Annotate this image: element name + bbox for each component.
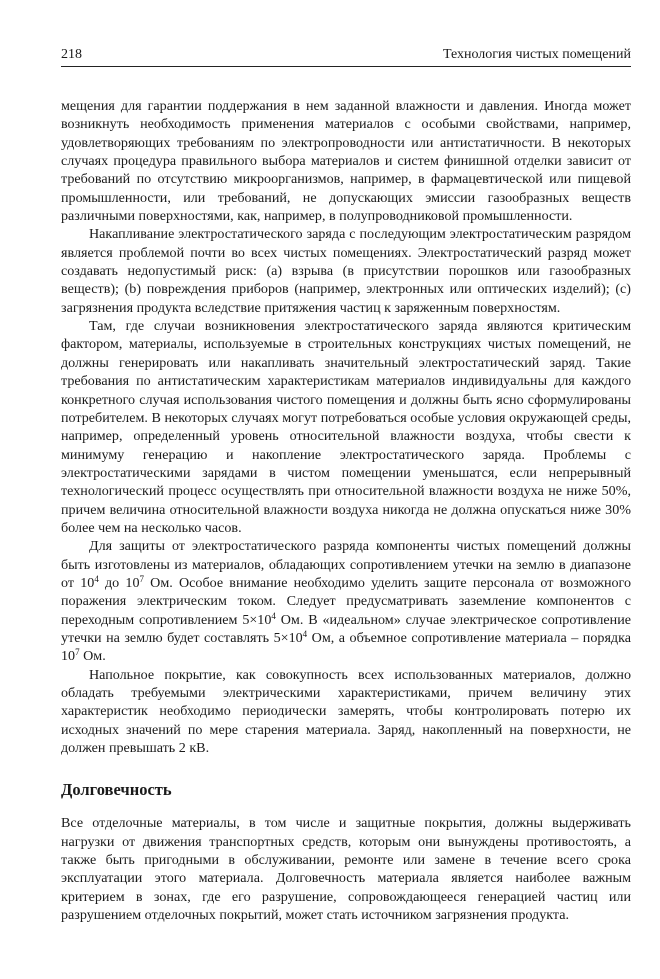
exponent: 4 (302, 628, 308, 639)
book-page (61, 46, 631, 924)
text-fragment: Для защиты от электростатического разряда компоненты чистых помещений должны быть изготовлены из материалов, обладающих сопротивлением утечки на землю в диапазоне от 10 (61, 538, 631, 591)
exponent: 4 (271, 610, 276, 621)
exponent: 4 (94, 573, 99, 584)
text-fragment: Ом. Особое внимание необходимо уделить защите персонала от возможного поражения электрическим током. Следует предусматривать заземление компонентов с переходным сопротивлением 5×10 (61, 574, 632, 628)
exponent: 7 (139, 573, 144, 584)
exponent: 7 (75, 647, 80, 658)
page-number: 218 (61, 47, 82, 62)
text-fragment: до 10 (98, 574, 140, 591)
paragraph-antistatic-requirements: Там, где случаи возникновения электростатического заряда являются критическим фактором, материалы, используемые в строительных конструкциях чистых помещений, не должны генерировать или накапливать значительный электростатический заряд. Такие требования по антистатическим характеристикам материалов индивидуальны для каждого конкретного случая использования чистого помещения и должны быть ясно сформулированы потребителем. В некоторых случаях могут потребоваться особые условия окружающей среды, например, определенный уровень относительной влажности воздуха, чтобы свести к минимуму генерацию и накопление электростатического заряда. Проблемы с электростатическими зарядами в чистом помещении уменьшатся, если непрерывный технологический процесс осуществлять при относительной влажности воздуха не ниже 50%, причем величина относительной влажности воздуха никогда не должна опускаться ниже 30% более чем на несколько часов. (61, 318, 631, 536)
paragraph-electrostatic-charge: Накапливание электростатического заряда с последующим электростатическим разрядом является проблемой почти во всех чистых помещениях. Электростатический разряд может создавать недопустимый риск: (a) взрыва (в присутствии порошков или газообразных веществ); (b) повреждения приборов (например, электронных или оптических изделий); (c) загрязнения продукта вследствие притяжения частиц к заряженным поверхностям. (61, 226, 631, 316)
text-fragment: Ом. В «идеальном» случае электрическое сопротивление утечки на землю будет составлять 5×10 (61, 611, 631, 646)
text-fragment: Ом. (79, 648, 106, 665)
paragraph-leakage-resistance (61, 537, 631, 665)
paragraph-floor-covering: Напольное покрытие, как совокупность всех использованных материалов, должно обладать требуемыми электрическими характеристиками, причем величину этих характеристик необходимо периодически замерять, чтобы контролировать потерю их исходных значений по мере старения материала. Заряд, накопленный на поверхности, не должен превышать 2 кВ. (61, 666, 631, 757)
running-title: Технология чистых помещений (442, 47, 631, 62)
section-heading: Долговечность (61, 780, 172, 800)
paragraph-durability: Все отделочные материалы, в том числе и защитные покрытия, должны выдерживать нагрузки от движения транспортных средств, которым они вынуждены противостоять, а также быть пригодными в обслуживании, ремонте или замене в течение всего срока эксплуатации этого материала. Долговечность материала является наиболее важным критерием в зонах, где его разрушение, сопровождающееся генерацией частиц или разрушением отделочных покрытий, может стать источником загрязнения продукта. (61, 815, 631, 924)
body-text (61, 97, 631, 924)
text-fragment: Ом, а объемное сопротивление материала – порядка 10 (61, 629, 631, 665)
running-header (61, 46, 631, 67)
paragraph-continuation: мещения для гарантии поддержания в нем заданной влажности и давления. Иногда может возникнуть необходимость применения материалов с особыми свойствами, например, удовлетворяющих требованиям по электропроводности или антистатичности. В некоторых случаях процедура правильного выбора материалов и систем финишной отделки зависит от требований по отсутствию микроорганизмов, например, в фармацевтической или пищевой промышленности, или требований, не допускающих эмиссии газообразных веществ различными поверхностями, как, например, в полупроводниковой промышленности. (61, 98, 631, 225)
